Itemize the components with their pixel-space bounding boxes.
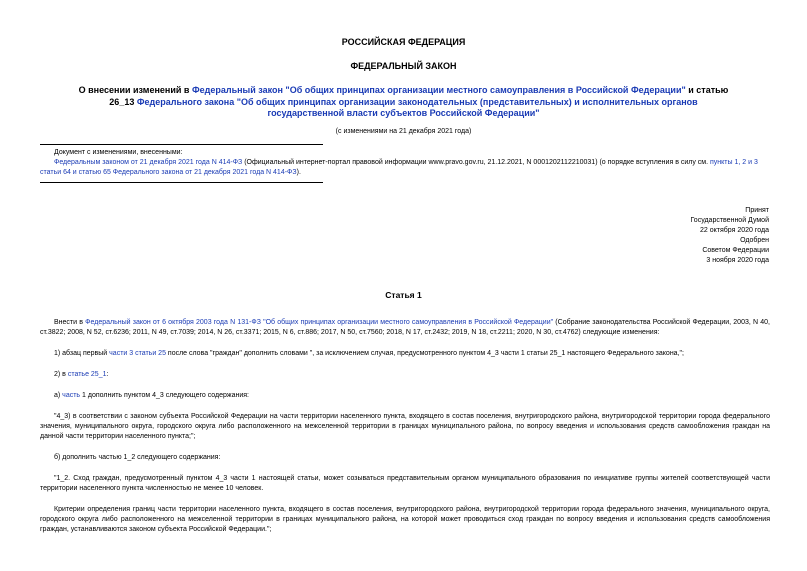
article-heading: Статья 1 xyxy=(385,290,422,300)
edition-note: (с изменениями на 21 декабря 2021 года) xyxy=(335,127,472,135)
country-heading: РОССИЙСКАЯ ФЕДЕРАЦИЯ xyxy=(341,37,466,47)
approved-by: Советом Федерации xyxy=(702,247,769,254)
p4-text-a: а) xyxy=(54,392,63,399)
changes-box xyxy=(40,144,758,183)
title-prefix: О внесении изменений в xyxy=(78,85,192,95)
p2-text-a: 1) абзац первый xyxy=(54,350,110,357)
adopted-label: Принят xyxy=(745,207,769,214)
adopted-by: Государственной Думой xyxy=(690,217,769,224)
changes-text xyxy=(40,158,770,178)
document-type-heading: ФЕДЕРАЛЬНЫЙ ЗАКОН xyxy=(350,61,457,71)
adopted-date: 22 октября 2020 года xyxy=(700,227,769,234)
p4-link[interactable]: часть xyxy=(62,392,81,399)
p1-law-link[interactable]: Федеральный закон от 6 октября 2003 года N 131-ФЗ "Об общих принципах организации местного самоуправления в Российской Федерации" xyxy=(85,319,554,326)
p3-text-b: : xyxy=(106,371,109,378)
title-link-184fz[interactable]: Федерального закона "Об общих принципах организации законодательных (представительных) и исполнительных органов государственной власти субъектов Российской Федерации" xyxy=(136,96,698,118)
changes-text-1: (Официальный интернет-портал правовой информации www.pravo.gov.ru, 21.12.2021, N 0001202112210031) (о порядке вступления в силу см. xyxy=(242,158,710,166)
paragraph-quote-1-2: "1_2. Сход граждан, предусмотренный пунктом 4_3 части 1 настоящей статьи, может созываться представительным органом муниципального образования по инициативе группы жителей соответствующей части территории населенного пункта численностью не менее 10 человек. xyxy=(40,475,770,492)
approved-label: Одобрен xyxy=(740,237,769,244)
title-middle: и статью 26_13 xyxy=(109,85,729,107)
paragraph-criteria: Критерии определения границ части территории населенного пункта, входящего в состав поселения, внутригородского района, внутригородской территории города федерального значения, муниципального округа, городского округа либо расположенного на межселенной территории в границах муниципального района, на которой может проводиться сход граждан по вопросу введения и использования средств самообложения граждан, устанавливаются законом субъекта Российской Федерации."; xyxy=(40,506,770,533)
p1-text-a: Внести в xyxy=(54,319,86,326)
box-top-divider xyxy=(40,144,323,145)
paragraph-item-1 xyxy=(40,349,770,359)
changes-label: Документ с изменениями, внесенными: xyxy=(54,148,183,156)
approved-date: 3 ноября 2020 года xyxy=(706,257,769,264)
title-link-131fz[interactable]: Федеральный закон "Об общих принципах организации местного самоуправления в Российской Федерации" xyxy=(191,85,686,95)
p4-text-b: 1 дополнить пунктом 4_3 следующего содержания: xyxy=(80,392,249,399)
article-body xyxy=(40,318,770,535)
changes-text-2: ). xyxy=(296,168,301,176)
paragraph-quote-4-3: "4_3) в соответствии с законом субъекта Российской Федерации на части территории населенного пункта, входящего в состав поселения, внутригородского района, внутригородской территории города федерального значения, муниципального округа, городского округа либо расположенного на межселенной территории в границах муниципального района, по вопросу введения и использования средств самообложения граждан на данной части территории населенного пункта;"; xyxy=(40,413,770,440)
paragraph-item-2 xyxy=(40,370,770,380)
law-title xyxy=(70,85,737,120)
p3-link[interactable]: статье 25_1 xyxy=(67,371,107,378)
paragraph-item-b: б) дополнить частью 1_2 следующего содержания: xyxy=(54,454,221,461)
p3-text-a: 2) в xyxy=(54,371,68,378)
box-bottom-divider xyxy=(40,182,323,183)
p2-text-b: после слова "граждан" дополнить словами ", за исключением случая, предусмотренного пунктом 4_3 части 1 статьи 25_1 настоящего Федерального закона,"; xyxy=(165,350,684,357)
paragraph-item-a xyxy=(40,391,770,401)
changes-points-link[interactable]: пункты 1, 2 и 3 статьи 64 и статью 65 Федерального закона от 21 декабря 2021 года N 414-ФЗ xyxy=(40,158,758,176)
changes-law-link[interactable]: Федеральным законом от 21 декабря 2021 года N 414-ФЗ xyxy=(54,158,243,166)
p2-link[interactable]: части 3 статьи 25 xyxy=(109,350,166,357)
paragraph-intro xyxy=(40,318,770,338)
adoption-block xyxy=(690,206,769,266)
p1-text-b: (Собрание законодательства Российской Федерации, 2003, N 40, ст.3822; 2008, N 52, ст.6236; 2011, N 49, ст.7039; 2014, N 26, ст.3371; 2015, N 6, ст.886; 2017, N 50, ст.7560; 2018, N 17, ст.2432; 2019, N 18, ст.2211; 2020, N 30, ст.4762) следующие изменения: xyxy=(40,319,770,336)
